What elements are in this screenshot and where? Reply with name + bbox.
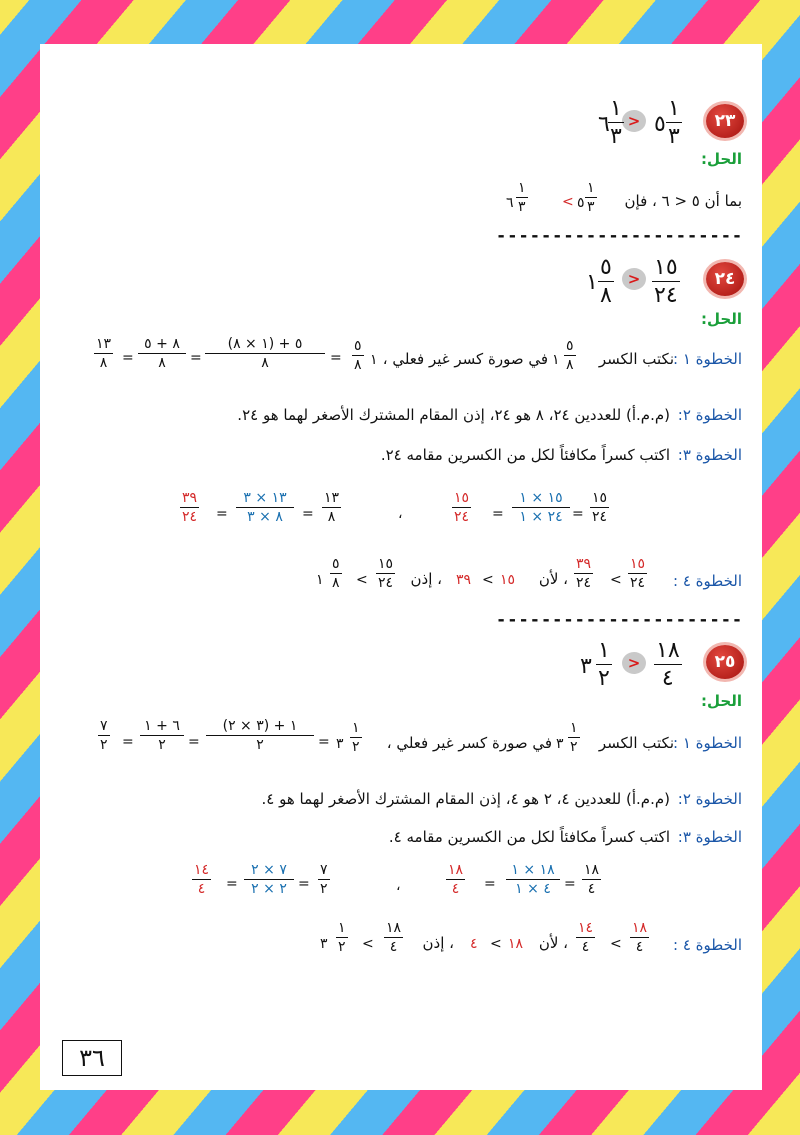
step-text: (م.م.أ) للعددين ٤، ٢ هو ٤، إذن المقام المشترك الأصغر لهما هو ٤. xyxy=(261,790,670,808)
fraction: (٣ × ٢) + ١ ٢ xyxy=(206,718,314,753)
equals-sign: = xyxy=(216,506,228,522)
fraction: ١ ٢ xyxy=(570,720,578,755)
fraction: ٣٩ ٢٤ xyxy=(182,490,198,525)
equals-sign: = xyxy=(302,506,314,522)
less-than-sign: < xyxy=(356,572,368,588)
fraction: ٧ ٢ xyxy=(100,718,108,753)
solution-label: الحل: xyxy=(701,692,742,710)
step-text: ، لأن xyxy=(538,934,568,952)
fraction: ١ ٣ xyxy=(518,180,526,215)
step-text: في صورة كسر غير فعلي ، xyxy=(382,350,548,368)
equals-sign: = xyxy=(330,350,342,366)
page-number: ٣٦ xyxy=(62,1040,122,1076)
question-number: ٢٣ xyxy=(714,111,736,131)
step-label: الخطوة ٣: xyxy=(677,446,742,464)
whole-number: ٥ xyxy=(577,195,585,211)
equals-sign: = xyxy=(298,876,310,892)
equals-sign: = xyxy=(318,734,330,750)
comparison-sign: > xyxy=(622,110,646,132)
fraction: ١ ٢ xyxy=(352,720,360,755)
highlight-number: ١٥ xyxy=(500,572,516,588)
fraction: ١٨ ٤ xyxy=(584,862,600,897)
comparison-sign: > xyxy=(622,652,646,674)
whole-number: ١ xyxy=(586,270,598,295)
step-label: الخطوة ٣: xyxy=(677,828,742,846)
solution-label: الحل: xyxy=(701,310,742,328)
whole-number: ٣ xyxy=(556,736,564,752)
equals-sign: = xyxy=(188,734,200,750)
step-label: الخطوة ٤ : xyxy=(673,572,742,590)
solution-label: الحل: xyxy=(701,150,742,168)
whole-number: ٣ xyxy=(336,736,344,752)
fraction: ١٤ ٤ xyxy=(578,920,594,955)
fraction: ١٣ ٨ xyxy=(96,336,112,371)
question-number: ٢٥ xyxy=(714,652,736,672)
fraction: ١٥ ٢٤ xyxy=(378,556,394,591)
fraction: ٦ + ١ ٢ xyxy=(140,718,184,753)
whole-number: ١ xyxy=(370,352,378,368)
less-than-sign: < xyxy=(562,194,574,210)
question-badge-24 xyxy=(706,262,744,296)
fraction: ١٥ ٢٤ xyxy=(654,255,678,308)
fraction: ١ ٣ xyxy=(610,96,622,149)
fraction: ١ ٣ xyxy=(587,180,595,215)
question-number: ٢٤ xyxy=(714,269,736,289)
step-text: اكتب كسراً مكافئاً لكل من الكسرين مقامه ٢٤. xyxy=(380,446,670,464)
whole-number: ٦ xyxy=(506,195,514,211)
step-label: الخطوة ٢: xyxy=(677,406,742,424)
fraction: ١٨ ٤ xyxy=(656,638,680,691)
step-label: الخطوة ٢: xyxy=(677,790,742,808)
step-text: نكتب الكسر xyxy=(598,734,674,752)
step-text: ، لأن xyxy=(538,570,568,588)
fraction: ١٨ ٤ xyxy=(386,920,402,955)
equals-sign: = xyxy=(564,876,576,892)
solution-text: بما أن ٥ < ٦ ، فإن xyxy=(624,192,742,210)
separator-line: ---------------------- xyxy=(496,610,744,630)
equals-sign: = xyxy=(492,506,504,522)
fraction: ١٥ ٢٤ xyxy=(454,490,470,525)
step-label: الخطوة ٤ : xyxy=(673,936,742,954)
fraction: ١٥ × ١ ٢٤ × ١ xyxy=(512,490,570,525)
equals-sign: = xyxy=(572,506,584,522)
whole-number: ١ xyxy=(552,352,560,368)
fraction: ١٣ ٨ xyxy=(324,490,340,525)
equals-sign: = xyxy=(122,734,134,750)
fraction: ١٣ × ٣ ٨ × ٣ xyxy=(236,490,294,525)
fraction: ٣٩ ٢٤ xyxy=(576,556,592,591)
fraction: ٧ ٢ xyxy=(320,862,328,897)
fraction: ١٥ ٢٤ xyxy=(630,556,646,591)
highlight-number: ٣٩ xyxy=(456,572,472,588)
fraction: ٥ ٨ xyxy=(566,338,574,373)
comma: ، xyxy=(398,506,403,522)
less-than-sign: < xyxy=(610,572,622,588)
less-than-sign: < xyxy=(610,936,622,952)
fraction: ٥ ٨ xyxy=(600,255,612,308)
whole-number: ٦ xyxy=(598,112,610,137)
less-than-sign: < xyxy=(362,936,374,952)
question-badge-25 xyxy=(706,645,744,679)
step-label: الخطوة ١ : xyxy=(673,734,742,752)
fraction: ٥ ٨ xyxy=(332,556,340,591)
fraction: ١٨ ٤ xyxy=(448,862,464,897)
comma: ، xyxy=(396,878,401,894)
fraction: ١ ٢ xyxy=(338,920,346,955)
step-text: (م.م.أ) للعددين ٢٤، ٨ هو ٢٤، إذن المقام المشترك الأصغر لهما هو ٢٤. xyxy=(237,406,670,424)
fraction: ٧ × ٢ ٢ × ٢ xyxy=(244,862,294,897)
comparison-sign: > xyxy=(622,268,646,290)
question-badge-23 xyxy=(706,104,744,138)
highlight-number: ١٨ xyxy=(508,936,524,952)
fraction: ١٨ ٤ xyxy=(632,920,648,955)
step-text: اكتب كسراً مكافئاً لكل من الكسرين مقامه ٤. xyxy=(388,828,670,846)
fraction: ١٥ ٢٤ xyxy=(592,490,608,525)
fraction: ٨ + ٥ ٨ xyxy=(138,336,186,371)
whole-number: ٥ xyxy=(654,112,666,137)
step-text: نكتب الكسر xyxy=(598,350,674,368)
separator-line: ---------------------- xyxy=(496,226,744,246)
fraction: ١٨ × ١ ٤ × ١ xyxy=(506,862,560,897)
step-label: الخطوة ١ : xyxy=(673,350,742,368)
whole-number: ٣ xyxy=(580,654,592,679)
highlight-number: ٤ xyxy=(470,936,478,952)
equals-sign: = xyxy=(122,350,134,366)
fraction: ١٤ ٤ xyxy=(194,862,210,897)
whole-number: ١ xyxy=(316,572,324,588)
step-text: في صورة كسر غير فعلي ، xyxy=(386,734,552,752)
fraction: ٥ ٨ xyxy=(354,338,362,373)
equals-sign: = xyxy=(190,350,202,366)
equals-sign: = xyxy=(484,876,496,892)
less-than-sign: < xyxy=(490,936,502,952)
fraction: (١ × ٨) + ٥ ٨ xyxy=(205,336,325,371)
fraction: ١ ٣ xyxy=(668,96,680,149)
fraction: ١ ٢ xyxy=(598,638,610,691)
equals-sign: = xyxy=(226,876,238,892)
step-text: ، إذن xyxy=(410,570,442,588)
step-text: ، إذن xyxy=(422,934,454,952)
less-than-sign: < xyxy=(482,572,494,588)
whole-number: ٣ xyxy=(320,936,328,952)
